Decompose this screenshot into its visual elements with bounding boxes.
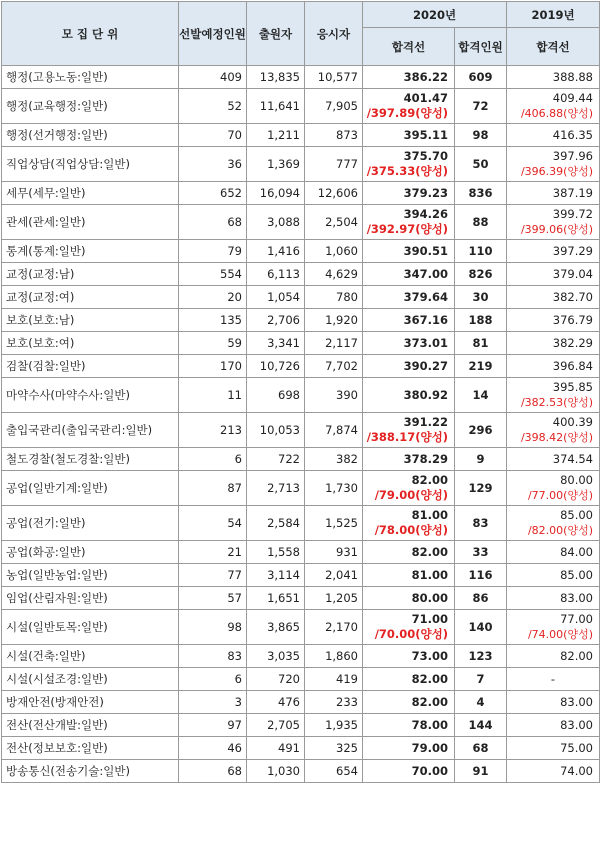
unit-cell: 농업(일반농업:일반) [2, 564, 179, 587]
cutoff-2020-cell-gender-balanced: /70.00(양성) [374, 627, 448, 641]
unit-cell: 방재안전(방재안전) [2, 691, 179, 714]
table-row [2, 89, 600, 124]
table-row [2, 506, 600, 541]
cutoff-2019-cell-value: 397.96 [552, 149, 593, 163]
table-body [2, 66, 600, 783]
cutoff-2019-cell [507, 413, 600, 448]
passed-cell: 68 [455, 737, 507, 760]
unit-cell: 철도경찰(철도경찰:일반) [2, 448, 179, 471]
passed-cell: 110 [455, 240, 507, 263]
examinees-cell: 419 [305, 668, 363, 691]
cutoff-2019-cell [507, 89, 600, 124]
planned-cell: 409 [179, 66, 247, 89]
passed-cell: 219 [455, 355, 507, 378]
cutoff-2019-cell: 382.29 [507, 332, 600, 355]
cutoff-2019-cell-gender-balanced: /77.00(양성) [527, 489, 593, 502]
applicants-cell: 1,558 [247, 541, 305, 564]
cutoff-2020-cell [363, 413, 455, 448]
examinees-cell: 1,525 [305, 506, 363, 541]
unit-cell: 공업(화공:일반) [2, 541, 179, 564]
applicants-cell: 3,088 [247, 205, 305, 240]
header-passed-2020-line: 인원 [480, 39, 503, 54]
table-row [2, 448, 600, 471]
passed-cell: 826 [455, 263, 507, 286]
examinees-cell: 1,920 [305, 309, 363, 332]
applicants-cell: 491 [247, 737, 305, 760]
passed-cell: 129 [455, 471, 507, 506]
cutoff-2020-cell: 79.00 [363, 737, 455, 760]
passed-cell: 88 [455, 205, 507, 240]
passed-cell: 14 [455, 378, 507, 413]
header-applicants: 출원자 [247, 2, 305, 66]
cutoff-2020-cell: 379.23 [363, 182, 455, 205]
cutoff-2020-cell-gender-balanced: /392.97(양성) [366, 222, 448, 236]
cutoff-2020-cell: 81.00 [363, 564, 455, 587]
cutoff-2020-cell-gender-balanced: /388.17(양성) [366, 430, 448, 444]
header-passed-2020-line: 합격 [458, 39, 481, 54]
cutoff-2019-cell [507, 378, 600, 413]
planned-cell: 6 [179, 668, 247, 691]
examinees-cell: 2,170 [305, 610, 363, 645]
examinees-cell: 2,504 [305, 205, 363, 240]
table-row [2, 66, 600, 89]
applicants-cell: 476 [247, 691, 305, 714]
planned-cell: 46 [179, 737, 247, 760]
unit-cell: 마약수사(마약수사:일반) [2, 378, 179, 413]
table-row [2, 645, 600, 668]
cutoff-2020-cell [363, 471, 455, 506]
cutoff-2020-cell [363, 610, 455, 645]
planned-cell: 213 [179, 413, 247, 448]
table-row [2, 610, 600, 645]
header-year-2020: 2020년 [363, 2, 507, 28]
table-row [2, 124, 600, 147]
unit-cell: 직업상담(직업상담:일반) [2, 147, 179, 182]
planned-cell: 79 [179, 240, 247, 263]
cutoff-2019-cell-gender-balanced: /399.06(양성) [520, 223, 593, 236]
examinees-cell: 325 [305, 737, 363, 760]
applicants-cell: 1,416 [247, 240, 305, 263]
table-row [2, 332, 600, 355]
planned-cell: 52 [179, 89, 247, 124]
passed-cell: 296 [455, 413, 507, 448]
header-planned [179, 2, 247, 66]
examinees-cell: 7,702 [305, 355, 363, 378]
examinees-cell: 1,935 [305, 714, 363, 737]
cutoff-2019-cell-value: 85.00 [560, 508, 593, 522]
planned-cell: 54 [179, 506, 247, 541]
examinees-cell: 780 [305, 286, 363, 309]
unit-cell: 출입국관리(출입국관리:일반) [2, 413, 179, 448]
cutoff-2019-cell: 387.19 [507, 182, 600, 205]
header-year-2019: 2019년 [507, 2, 600, 28]
header-passed-2020 [455, 28, 507, 66]
cutoff-2020-cell: 70.00 [363, 760, 455, 783]
planned-cell: 36 [179, 147, 247, 182]
passed-cell: 30 [455, 286, 507, 309]
unit-cell: 통계(통계:일반) [2, 240, 179, 263]
cutoff-2019-cell: 416.35 [507, 124, 600, 147]
unit-cell: 공업(일반기계:일반) [2, 471, 179, 506]
passed-cell: 188 [455, 309, 507, 332]
applicants-cell: 2,584 [247, 506, 305, 541]
unit-cell: 교정(교정:남) [2, 263, 179, 286]
applicants-cell: 722 [247, 448, 305, 471]
table-row [2, 541, 600, 564]
applicants-cell: 10,726 [247, 355, 305, 378]
table-row [2, 309, 600, 332]
planned-cell: 20 [179, 286, 247, 309]
table-row [2, 240, 600, 263]
cutoff-2019-cell: 75.00 [507, 737, 600, 760]
applicants-cell: 3,114 [247, 564, 305, 587]
examinees-cell: 12,606 [305, 182, 363, 205]
unit-cell: 시설(시설조경:일반) [2, 668, 179, 691]
cutoff-2020-cell: 82.00 [363, 668, 455, 691]
unit-cell: 행정(교육행정:일반) [2, 89, 179, 124]
applicants-cell: 698 [247, 378, 305, 413]
examinees-cell: 931 [305, 541, 363, 564]
examinees-cell: 382 [305, 448, 363, 471]
cutoff-2019-cell-value: 395.85 [552, 380, 593, 394]
examinees-cell: 873 [305, 124, 363, 147]
cutoff-2020-cell [363, 205, 455, 240]
cutoff-2020-cell-gender-balanced: /375.33(양성) [366, 164, 448, 178]
planned-cell: 170 [179, 355, 247, 378]
table-row [2, 668, 600, 691]
cutoff-2019-cell-gender-balanced: /406.88(양성) [520, 107, 593, 120]
applicants-cell: 1,211 [247, 124, 305, 147]
header-cutoff-2019: 합격선 [507, 28, 600, 66]
passed-cell: 7 [455, 668, 507, 691]
cutoff-2019-cell-gender-balanced: /82.00(양성) [527, 524, 593, 537]
table-row [2, 378, 600, 413]
applicants-cell: 3,341 [247, 332, 305, 355]
examinees-cell: 654 [305, 760, 363, 783]
cutoff-2019-cell-gender-balanced: /398.42(양성) [520, 431, 593, 444]
passed-cell: 98 [455, 124, 507, 147]
cutoff-2019-cell: 85.00 [507, 564, 600, 587]
applicants-cell: 13,835 [247, 66, 305, 89]
cutoff-2019-cell: 388.88 [507, 66, 600, 89]
cutoff-2020-cell: 367.16 [363, 309, 455, 332]
cutoff-2019-cell: 397.29 [507, 240, 600, 263]
table-row [2, 760, 600, 783]
cutoff-2019-cell-value: 399.72 [552, 207, 593, 221]
unit-cell: 공업(전기:일반) [2, 506, 179, 541]
cutoff-2019-cell-value: 80.00 [560, 473, 593, 487]
applicants-cell: 1,369 [247, 147, 305, 182]
applicants-cell: 3,865 [247, 610, 305, 645]
cutoff-2019-cell: - [507, 668, 600, 691]
cutoff-2019-cell: 74.00 [507, 760, 600, 783]
cutoff-2020-cell: 80.00 [363, 587, 455, 610]
unit-cell: 행정(고용노동:일반) [2, 66, 179, 89]
applicants-cell: 1,054 [247, 286, 305, 309]
examinees-cell: 1,060 [305, 240, 363, 263]
examinees-cell: 7,874 [305, 413, 363, 448]
cutoff-2019-cell-value: 400.39 [552, 415, 593, 429]
passed-cell: 144 [455, 714, 507, 737]
cutoff-2019-cell-value: 409.44 [552, 91, 593, 105]
passed-cell: 83 [455, 506, 507, 541]
table-row [2, 263, 600, 286]
cutoff-2020-cell: 373.01 [363, 332, 455, 355]
table-row [2, 205, 600, 240]
cutoff-2019-cell: 396.84 [507, 355, 600, 378]
applicants-cell: 2,713 [247, 471, 305, 506]
unit-cell: 관세(관세:일반) [2, 205, 179, 240]
cutoff-2019-cell-gender-balanced: /382.53(양성) [520, 396, 593, 409]
examinees-cell: 1,205 [305, 587, 363, 610]
passed-cell: 116 [455, 564, 507, 587]
cutoff-2020-cell-value: 71.00 [411, 612, 448, 626]
table-row [2, 182, 600, 205]
unit-cell: 시설(건축:일반) [2, 645, 179, 668]
planned-cell: 554 [179, 263, 247, 286]
applicants-cell: 6,113 [247, 263, 305, 286]
examinees-cell: 2,041 [305, 564, 363, 587]
cutoff-2020-cell-value: 394.26 [403, 207, 448, 221]
unit-cell: 보호(보호:여) [2, 332, 179, 355]
unit-cell: 보호(보호:남) [2, 309, 179, 332]
cutoff-2019-cell [507, 506, 600, 541]
planned-cell: 68 [179, 760, 247, 783]
passed-cell: 4 [455, 691, 507, 714]
unit-cell: 행정(선거행정:일반) [2, 124, 179, 147]
cutoff-2019-cell: 83.00 [507, 714, 600, 737]
cutoff-2019-cell [507, 147, 600, 182]
cutoff-2019-cell [507, 205, 600, 240]
passed-cell: 123 [455, 645, 507, 668]
planned-cell: 6 [179, 448, 247, 471]
table-row [2, 413, 600, 448]
applicants-cell: 2,705 [247, 714, 305, 737]
examinees-cell: 233 [305, 691, 363, 714]
cutoff-2019-cell-gender-balanced: /396.39(양성) [520, 165, 593, 178]
table-row [2, 691, 600, 714]
planned-cell: 83 [179, 645, 247, 668]
header-planned-line: 예정인원 [201, 26, 246, 41]
planned-cell: 3 [179, 691, 247, 714]
cutoff-2019-cell: 84.00 [507, 541, 600, 564]
cutoff-2020-cell-value: 375.70 [403, 149, 448, 163]
cutoff-2020-cell [363, 506, 455, 541]
table-row [2, 564, 600, 587]
passed-cell: 86 [455, 587, 507, 610]
cutoff-2019-cell [507, 471, 600, 506]
header-cutoff-2020: 합격선 [363, 28, 455, 66]
cutoff-2020-cell: 379.64 [363, 286, 455, 309]
passed-cell: 140 [455, 610, 507, 645]
planned-cell: 98 [179, 610, 247, 645]
cutoff-2020-cell: 386.22 [363, 66, 455, 89]
unit-cell: 임업(산림자원:일반) [2, 587, 179, 610]
passed-cell: 72 [455, 89, 507, 124]
passed-cell: 9 [455, 448, 507, 471]
cutoff-2019-cell [507, 610, 600, 645]
header-planned-line: 선발 [179, 26, 202, 41]
planned-cell: 97 [179, 714, 247, 737]
applicants-cell: 11,641 [247, 89, 305, 124]
planned-cell: 21 [179, 541, 247, 564]
cutoff-2020-cell: 390.27 [363, 355, 455, 378]
examinees-cell: 1,860 [305, 645, 363, 668]
cutoff-2020-cell: 395.11 [363, 124, 455, 147]
unit-cell: 전산(전산개발:일반) [2, 714, 179, 737]
cutoff-2020-cell-value: 401.47 [403, 91, 448, 105]
table-header [2, 2, 600, 66]
unit-cell: 검찰(검찰:일반) [2, 355, 179, 378]
passed-cell: 609 [455, 66, 507, 89]
cutoff-2020-cell: 73.00 [363, 645, 455, 668]
table-row [2, 286, 600, 309]
cutoff-2019-cell: 83.00 [507, 587, 600, 610]
applicants-cell: 2,706 [247, 309, 305, 332]
passed-cell: 33 [455, 541, 507, 564]
examinees-cell: 4,629 [305, 263, 363, 286]
cutoff-2019-cell: 83.00 [507, 691, 600, 714]
cutoff-2020-cell-value: 82.00 [411, 473, 448, 487]
unit-cell: 세무(세무:일반) [2, 182, 179, 205]
cutoff-2020-cell: 378.29 [363, 448, 455, 471]
cutoff-2020-cell [363, 89, 455, 124]
cutoff-2019-cell: 82.00 [507, 645, 600, 668]
passed-cell: 836 [455, 182, 507, 205]
cutoff-2020-cell: 347.00 [363, 263, 455, 286]
planned-cell: 87 [179, 471, 247, 506]
cutoff-2019-cell-value: 77.00 [560, 612, 593, 626]
passed-cell: 91 [455, 760, 507, 783]
cutoff-2019-cell: 374.54 [507, 448, 600, 471]
planned-cell: 59 [179, 332, 247, 355]
applicants-cell: 720 [247, 668, 305, 691]
cutoff-2019-cell-gender-balanced: /74.00(양성) [527, 628, 593, 641]
cutoff-2020-cell [363, 147, 455, 182]
examinees-cell: 777 [305, 147, 363, 182]
cutoff-2020-cell: 82.00 [363, 691, 455, 714]
planned-cell: 57 [179, 587, 247, 610]
unit-cell: 전산(정보보호:일반) [2, 737, 179, 760]
applicants-cell: 3,035 [247, 645, 305, 668]
cutoff-2020-cell-value: 81.00 [411, 508, 448, 522]
examinees-cell: 10,577 [305, 66, 363, 89]
header-examinees: 응시자 [305, 2, 363, 66]
cutoff-2020-cell: 390.51 [363, 240, 455, 263]
applicants-cell: 16,094 [247, 182, 305, 205]
unit-cell: 교정(교정:여) [2, 286, 179, 309]
planned-cell: 11 [179, 378, 247, 413]
planned-cell: 77 [179, 564, 247, 587]
unit-cell: 방송통신(전송기술:일반) [2, 760, 179, 783]
cutoff-2020-cell-value: 391.22 [403, 415, 448, 429]
exam-results-table [1, 1, 600, 783]
cutoff-2020-cell-gender-balanced: /79.00(양성) [374, 488, 448, 502]
planned-cell: 68 [179, 205, 247, 240]
table-row [2, 355, 600, 378]
cutoff-2019-cell: 379.04 [507, 263, 600, 286]
table-row [2, 737, 600, 760]
applicants-cell: 10,053 [247, 413, 305, 448]
cutoff-2020-cell: 78.00 [363, 714, 455, 737]
passed-cell: 81 [455, 332, 507, 355]
examinees-cell: 1,730 [305, 471, 363, 506]
cutoff-2020-cell-gender-balanced: /78.00(양성) [374, 523, 448, 537]
examinees-cell: 7,905 [305, 89, 363, 124]
cutoff-2019-cell: 376.79 [507, 309, 600, 332]
header-unit: 모 집 단 위 [2, 2, 179, 66]
planned-cell: 135 [179, 309, 247, 332]
cutoff-2019-cell: 382.70 [507, 286, 600, 309]
passed-cell: 50 [455, 147, 507, 182]
examinees-cell: 2,117 [305, 332, 363, 355]
planned-cell: 652 [179, 182, 247, 205]
cutoff-2020-cell: 380.92 [363, 378, 455, 413]
unit-cell: 시설(일반토목:일반) [2, 610, 179, 645]
applicants-cell: 1,030 [247, 760, 305, 783]
cutoff-2020-cell-gender-balanced: /397.89(양성) [366, 106, 448, 120]
table-row [2, 147, 600, 182]
table-row [2, 587, 600, 610]
planned-cell: 70 [179, 124, 247, 147]
table-row [2, 471, 600, 506]
table-row [2, 714, 600, 737]
applicants-cell: 1,651 [247, 587, 305, 610]
cutoff-2020-cell: 82.00 [363, 541, 455, 564]
examinees-cell: 390 [305, 378, 363, 413]
